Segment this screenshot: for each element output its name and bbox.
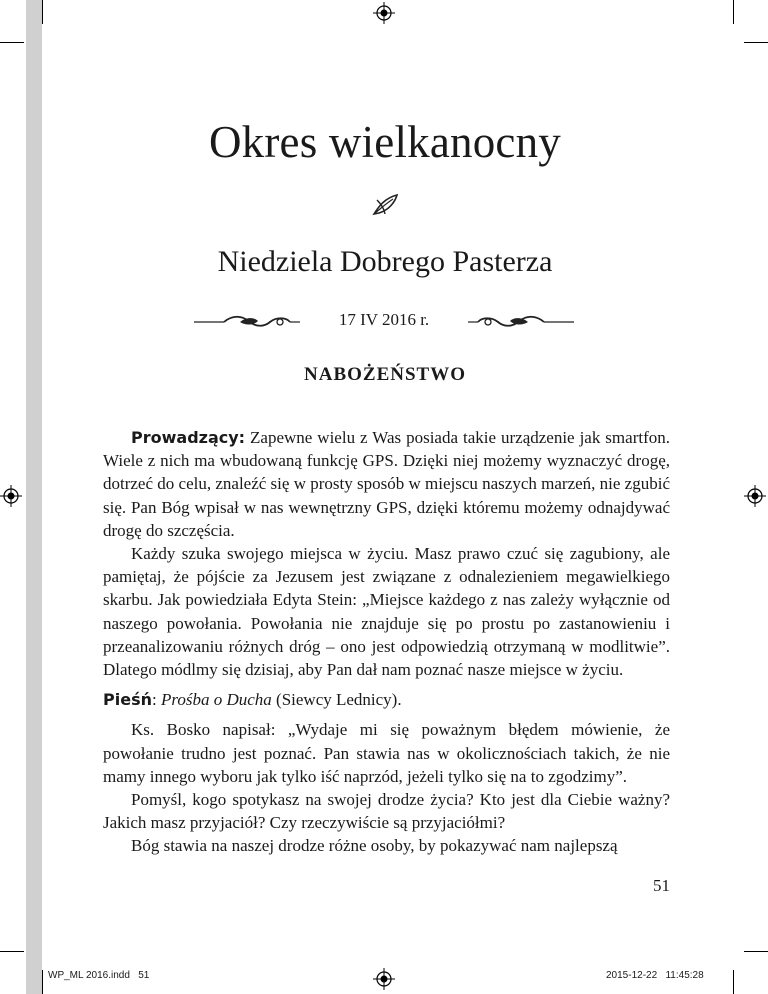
page-subtitle: Niedziela Dobrego Pasterza — [217, 245, 553, 278]
crop-mark — [733, 970, 734, 994]
page-number: 51 — [653, 876, 670, 895]
song-source: (Siewcy Lednicy). — [271, 690, 402, 710]
body-text — [103, 426, 670, 858]
crop-mark — [0, 951, 24, 952]
paragraph: Każdy szuka swojego miejsca w życiu. Masz prawo czuć się zagubiony, ale pamiętaj, że pójście za Jezusem jest związane z odnalezieniem megawielkiego skarbu. Jak powiedziała Edyta Stein: „Miejsce każdego z nas zależy wyłącznie od naszego powołania. Powołania nie znajduje się po prostu po zastanowieniu i przeanalizowaniu różnych dróg – ono jest odpowiedzią otrzymaną w modlitwie”. Dlatego módlmy się dzisiaj, aby Pan dał nam poznać nasze miejsce w życiu. — [103, 544, 670, 680]
date-line — [0, 310, 768, 334]
paragraph: Pomyśl, kogo spotykasz na swojej drodze życia? Kto jest dla Ciebie ważny? Jakich masz przyjaciół? Czy rzeczywiście są przyjaciółmi? — [103, 790, 670, 833]
section-heading: NABOŻEŃSTWO — [304, 364, 466, 385]
song-line — [103, 688, 670, 711]
paragraph: Bóg stawia na naszej drodze różne osoby, by pokazywać nam najlepszą — [131, 836, 618, 856]
paragraph-text: Zapewne wielu z Was posiada takie urządzenie jak smartfon. Wiele z nich ma wbudowaną funkcję GPS. Dzięki niej możemy wyznaczyć drogę, dotrzeć do celu, znaleźć się w prosty sposób w miejscu naszych marzeń, nie zgubić się. Pan Bóg wpisał w nas wewnętrzny GPS, dzięki któremu możemy odnajdywać drogę do szczęścia. — [103, 428, 670, 540]
crop-mark — [42, 970, 43, 994]
crop-mark — [733, 0, 734, 24]
binding-strip — [26, 0, 42, 994]
registration-mark-icon — [0, 485, 22, 507]
page-title: Okres wielkanocny — [208, 117, 562, 167]
song-title: Prośba o Ducha — [160, 690, 272, 710]
flourish-right-icon — [468, 313, 574, 331]
slug-filename: WP_ML 2016.indd 51 — [48, 970, 150, 981]
crop-mark — [0, 42, 24, 43]
speaker-label: Prowadzący: — [131, 428, 246, 447]
crop-mark — [744, 42, 768, 43]
paragraph — [103, 426, 670, 542]
song-separator: : — [151, 690, 161, 710]
slug-timestamp: 2015-12-22 11:45:28 — [606, 970, 704, 981]
crop-mark — [744, 951, 768, 952]
leaf-ornament-icon — [371, 192, 401, 218]
registration-mark-icon — [744, 485, 766, 507]
registration-mark-icon — [373, 2, 395, 24]
flourish-left-icon — [194, 313, 300, 331]
song-label: Pieśń — [103, 690, 152, 710]
registration-mark-icon — [373, 968, 395, 990]
date-text: 17 IV 2016 r. — [338, 310, 430, 329]
paragraph: Ks. Bosko napisał: „Wydaje mi się poważnym błędem mówienie, że powołanie trudno jest poznać. Pan stawia nas w okolicznościach takich, że nie mamy innego wyboru jak tylko iść naprzód, jeżeli tylko się na to zgodzimy”. — [103, 720, 670, 786]
crop-mark — [42, 0, 43, 24]
